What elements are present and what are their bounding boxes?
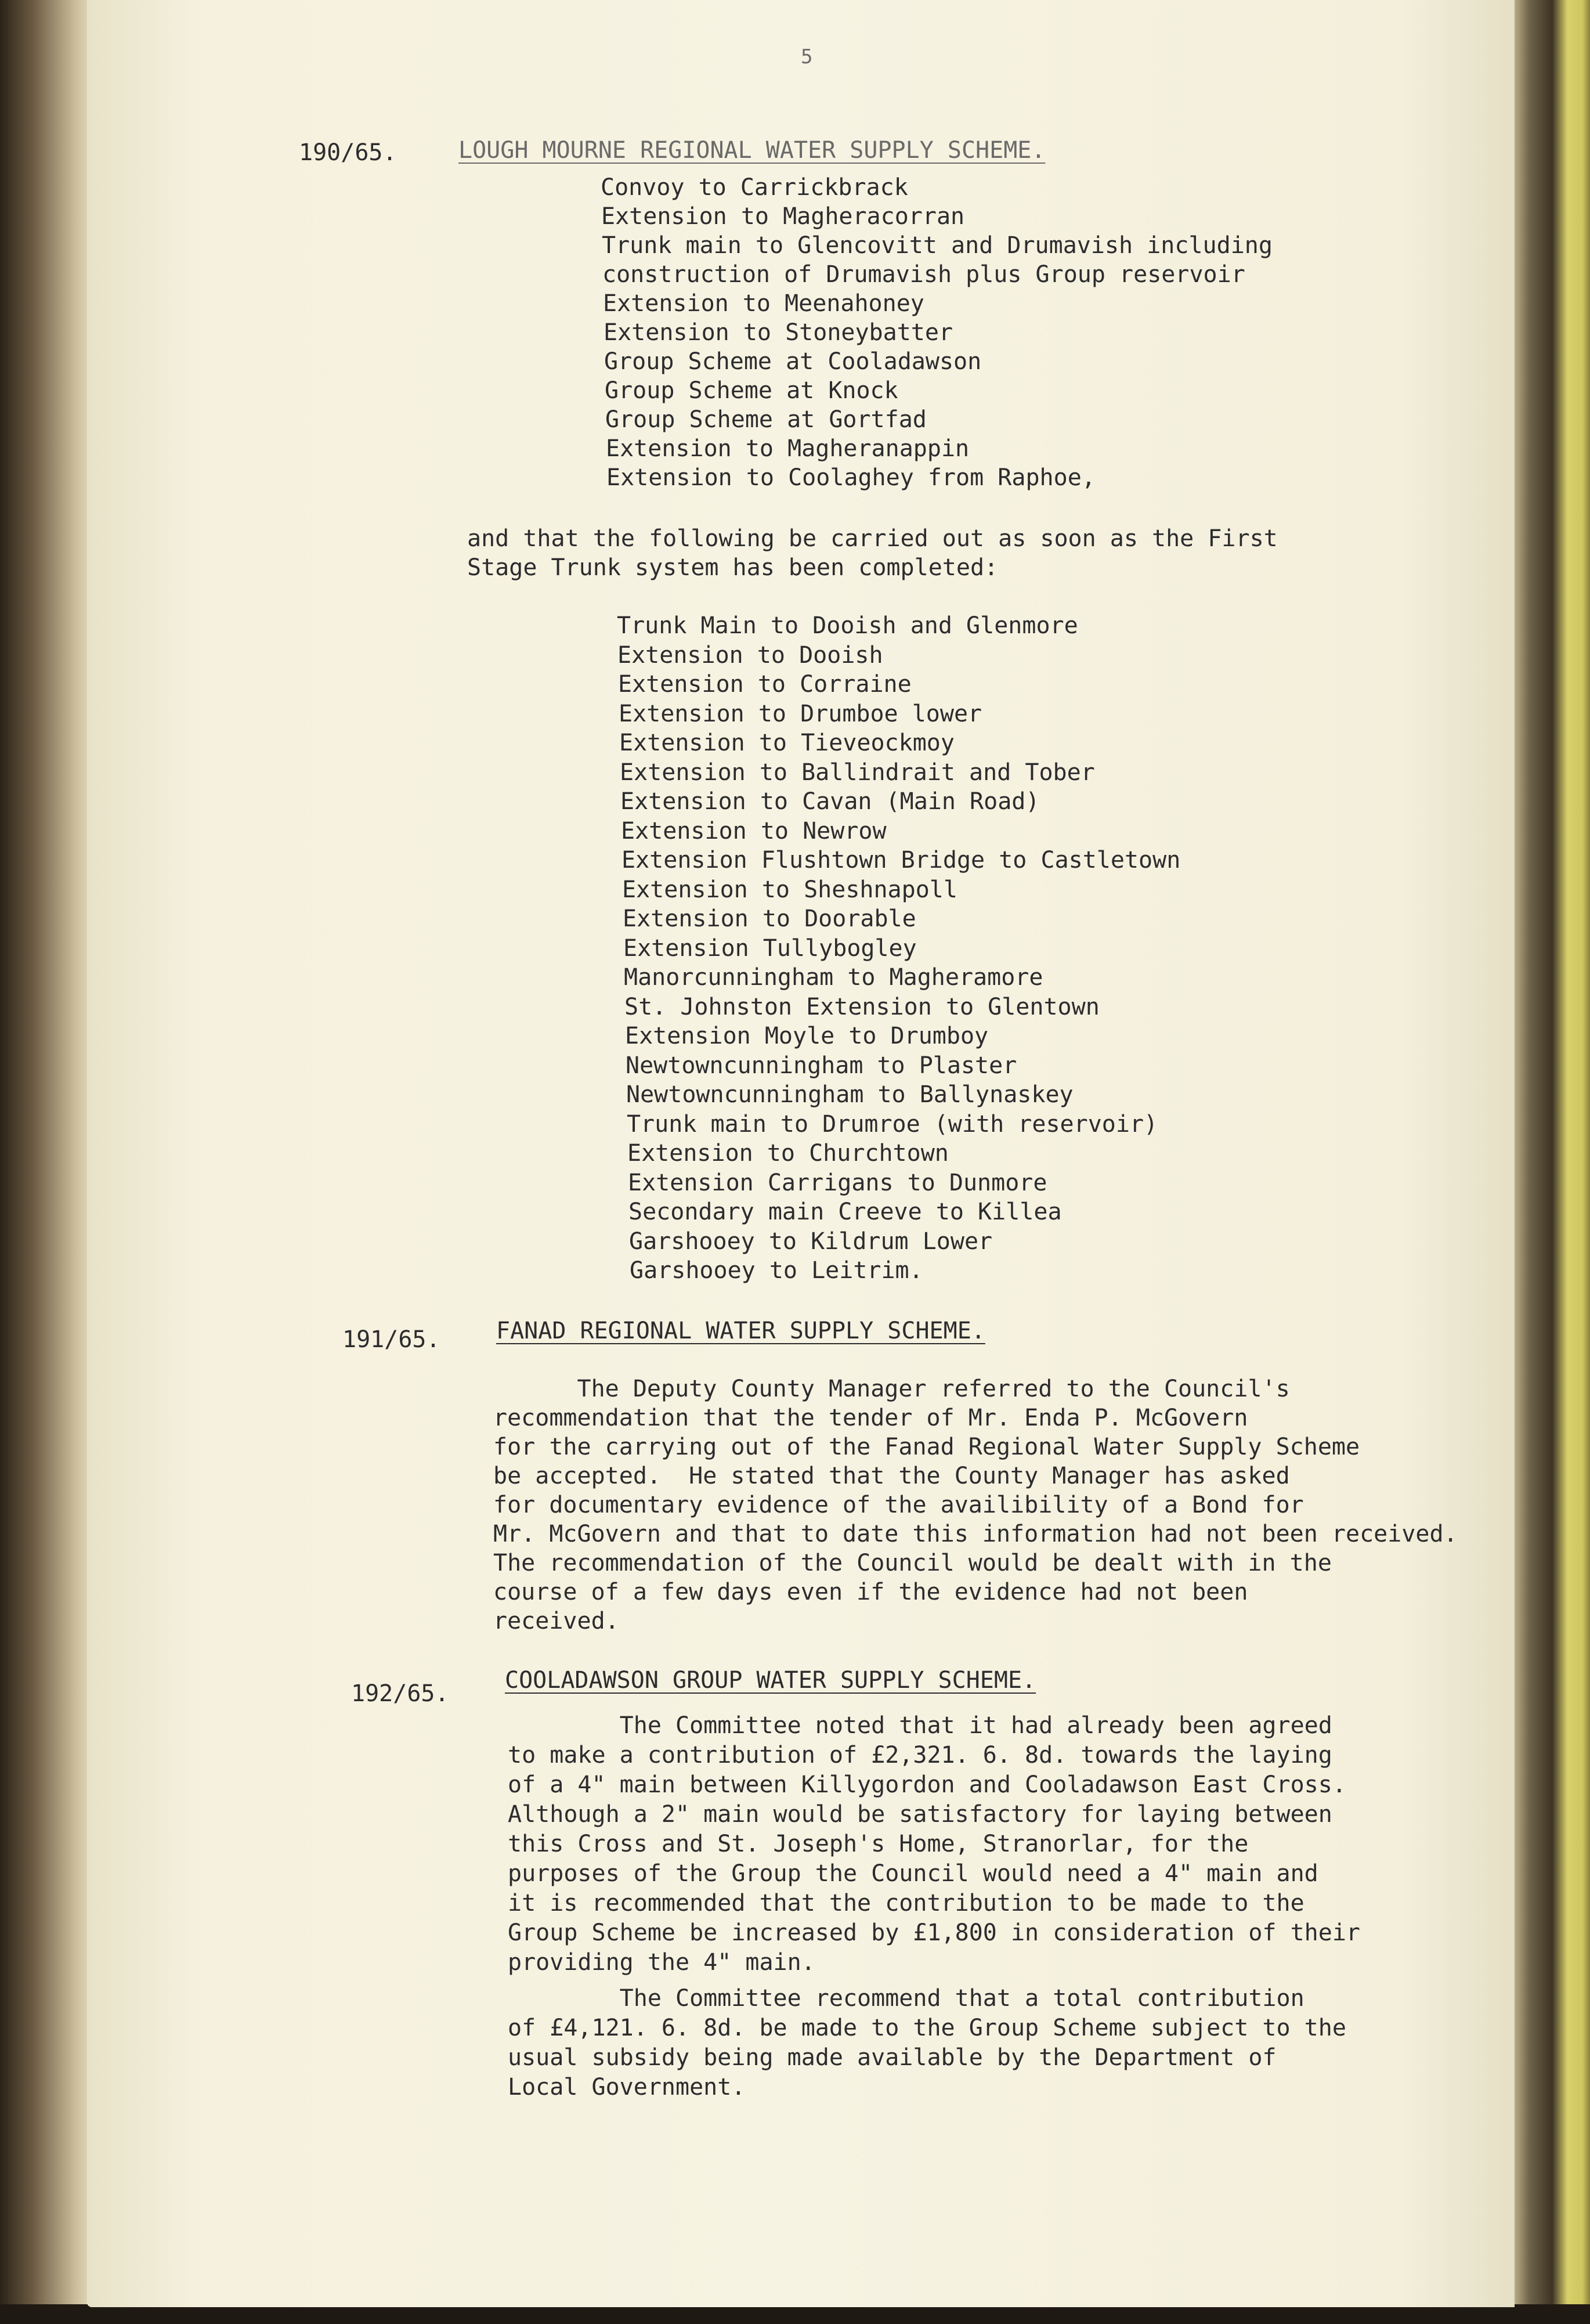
- list-item: Extension Carrigans to Dunmore: [628, 1169, 1047, 1196]
- minute-number-190: 190/65.: [299, 139, 397, 166]
- book-edge-right: [1515, 0, 1590, 2324]
- paragraph-line: to make a contribution of £2,321. 6. 8d. towards the laying: [508, 1742, 1332, 1769]
- list-item: Trunk main to Drumroe (with reservoir): [627, 1110, 1158, 1138]
- list-item: Group Scheme at Gortfad: [605, 406, 927, 433]
- book-edge-bottom: [0, 2304, 1590, 2324]
- list-item: Newtowncunningham to Ballynaskey: [626, 1081, 1074, 1108]
- list-item: Extension to Magheracorran: [601, 203, 965, 230]
- paragraph-line: this Cross and St. Joseph's Home, Stranorlar, for the: [508, 1831, 1249, 1857]
- paragraph-line: usual subsidy being made available by the Department of: [508, 2044, 1277, 2071]
- list-item: Secondary main Creeve to Killea: [628, 1199, 1062, 1225]
- list-item: Extension to Dooish: [617, 641, 883, 669]
- list-item: Extension to Newrow: [621, 817, 887, 845]
- list-item: St. Johnston Extension to Glentown: [624, 993, 1100, 1020]
- list-item: Extension to Coolaghey from Raphoe,: [606, 464, 1096, 491]
- list-item: construction of Drumavish plus Group reservoir: [602, 261, 1245, 288]
- paragraph-line: providing the 4" main.: [508, 1949, 815, 1976]
- paragraph-line: Local Government.: [508, 2074, 746, 2101]
- page-marker: 5: [801, 45, 813, 68]
- list-item: Garshooey to Kildrum Lower: [629, 1228, 993, 1255]
- paragraph-line: received.: [493, 1608, 619, 1634]
- paragraph-line: Group Scheme be increased by £1,800 in consideration of their: [508, 1919, 1361, 1946]
- paragraph-line: Mr. McGovern and that to date this information had not been received.: [493, 1521, 1458, 1547]
- paragraph-line: of a 4" main between Killygordon and Cooladawson East Cross.: [508, 1771, 1346, 1798]
- document-page: [87, 0, 1515, 2307]
- list-item: Extension to Churchtown: [627, 1140, 949, 1167]
- section-heading-cooladawson: COOLADAWSON GROUP WATER SUPPLY SCHEME.: [505, 1667, 1036, 1694]
- section-heading-fanad: FANAD REGIONAL WATER SUPPLY SCHEME.: [496, 1318, 985, 1344]
- paragraph-line: The Deputy County Manager referred to the Council's: [493, 1376, 1290, 1402]
- list-item: Convoy to Carrickbrack: [601, 174, 908, 201]
- list-item: Extension to Meenahoney: [603, 290, 924, 317]
- list-item: Extension to Stoneybatter: [604, 319, 953, 346]
- paragraph-line: for documentary evidence of the availibility of a Bond for: [493, 1492, 1304, 1518]
- paragraph-line: The Committee noted that it had already been agreed: [508, 1712, 1332, 1739]
- section-heading-lough-mourne: LOUGH MOURNE REGIONAL WATER SUPPLY SCHEME.: [458, 137, 1046, 164]
- book-binding-left: [0, 0, 93, 2324]
- list-item: Garshooey to Leitrim.: [630, 1257, 923, 1284]
- paragraph-line: course of a few days even if the evidence had not been: [493, 1579, 1248, 1605]
- list-item: Manorcunningham to Magheramore: [624, 964, 1043, 991]
- list-item: Trunk Main to Dooish and Glenmore: [617, 612, 1078, 639]
- intro-line-2: Stage Trunk system has been completed:: [467, 554, 999, 581]
- list-item: Group Scheme at Knock: [605, 377, 898, 404]
- list-item: Extension to Tieveockmoy: [619, 730, 955, 756]
- paragraph-line: The Committee recommend that a total contribution: [508, 1985, 1304, 2012]
- list-item: Extension to Ballindrait and Tober: [620, 759, 1095, 786]
- paragraph-line: of £4,121. 6. 8d. be made to the Group Scheme subject to the: [508, 2015, 1346, 2041]
- list-item: Newtowncunningham to Plaster: [626, 1052, 1017, 1079]
- minute-number-191: 191/65.: [342, 1326, 440, 1353]
- paragraph-line: Although a 2" main would be satisfactory for laying between: [508, 1801, 1332, 1828]
- list-item: Extension Flushtown Bridge to Castletown: [621, 847, 1181, 874]
- list-item: Extension to Corraine: [618, 671, 912, 698]
- list-item: Extension to Doorable: [623, 905, 916, 932]
- list-item: Extension to Magheranappin: [606, 435, 970, 462]
- list-item: Extension Moyle to Drumboy: [625, 1023, 989, 1049]
- list-item: Extension to Drumboe lower: [619, 700, 982, 727]
- list-item: Trunk main to Glencovitt and Drumavish including: [602, 232, 1273, 259]
- paragraph-line: for the carrying out of the Fanad Regional Water Supply Scheme: [493, 1434, 1360, 1460]
- paragraph-line: be accepted. He stated that the County Manager has asked: [493, 1463, 1290, 1489]
- paragraph-line: recommendation that the tender of Mr. Enda P. McGovern: [493, 1405, 1248, 1431]
- list-item: Extension Tullybogley: [623, 934, 917, 962]
- paragraph-line: purposes of the Group the Council would need a 4" main and: [508, 1860, 1318, 1887]
- intro-line-1: and that the following be carried out as soon as the First: [467, 525, 1278, 552]
- list-item: Group Scheme at Cooladawson: [604, 348, 982, 375]
- minute-number-192: 192/65.: [351, 1680, 449, 1707]
- paragraph-line: it is recommended that the contribution to be made to the: [508, 1890, 1304, 1917]
- paragraph-line: The recommendation of the Council would be dealt with in the: [493, 1550, 1332, 1576]
- list-item: Extension to Cavan (Main Road): [620, 788, 1040, 815]
- list-item: Extension to Sheshnapoll: [622, 876, 957, 903]
